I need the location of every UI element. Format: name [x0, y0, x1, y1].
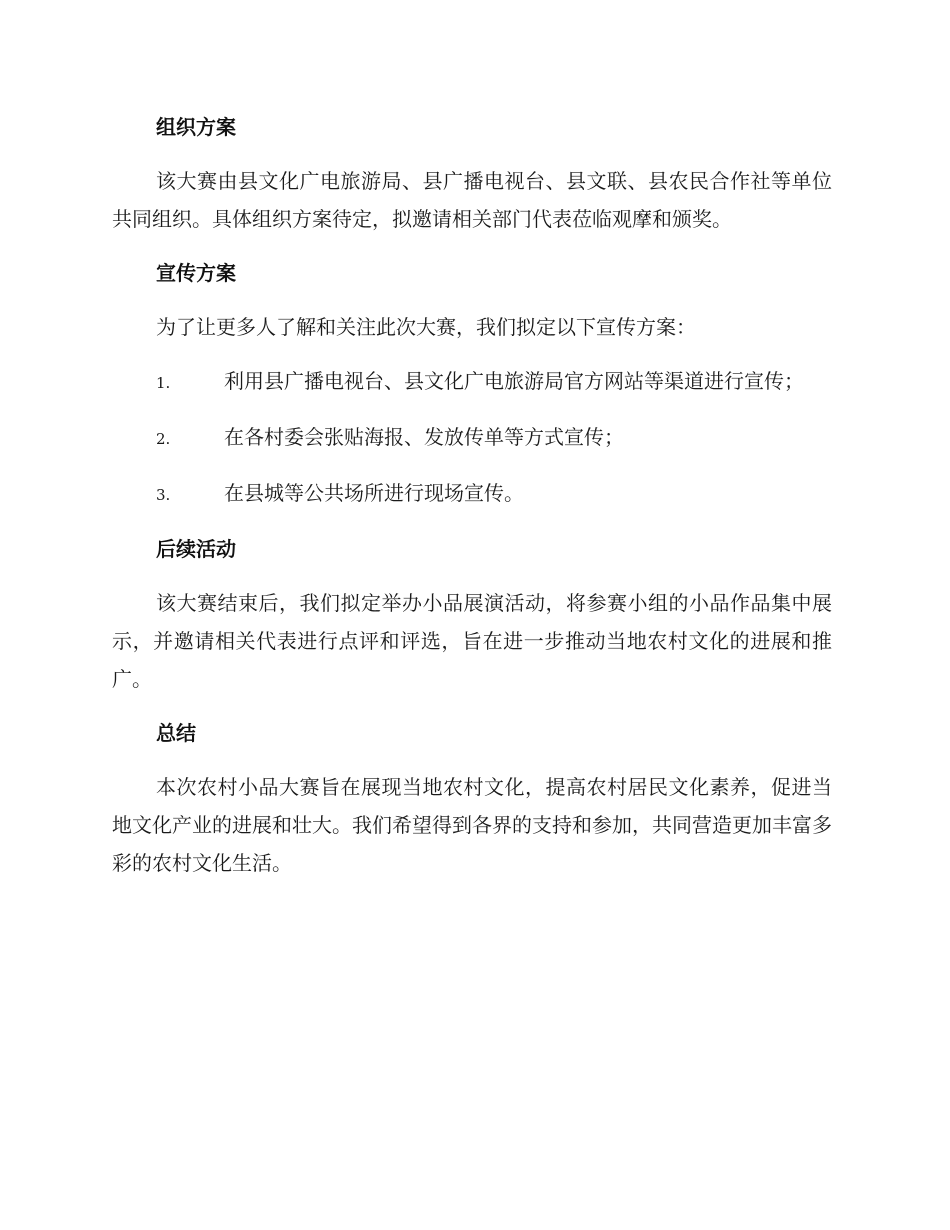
list-text: 在各村委会张贴海报、发放传单等方式宣传；	[224, 425, 624, 449]
paragraph: 为了让更多人了解和关注此次大赛，我们拟定以下宣传方案：	[156, 315, 696, 339]
paragraph: 本次农村小品大赛旨在展现当地农村文化，提高农村居民文化素养，促进当地文化产业的进展和壮大。我们希望得到各界的支持和参加，共同营造更加丰富多彩的农村文化生活。	[112, 775, 832, 875]
paragraph: 该大赛由县文化广电旅游局、县广播电视台、县文联、县农民合作社等单位共同组织。具体组织方案待定，拟邀请相关部门代表莅临观摩和颁奖。	[112, 169, 832, 231]
list-number: 2.	[156, 430, 171, 448]
list-text: 利用县广播电视台、县文化广电旅游局官方网站等渠道进行宣传；	[224, 369, 804, 393]
list-item	[112, 418, 832, 458]
list-item	[112, 362, 832, 402]
list-number: 1.	[156, 374, 171, 392]
section-heading-followup: 后续活动	[156, 537, 236, 561]
list-text: 在县城等公共场所进行现场宣传。	[224, 481, 524, 505]
section-heading-summary: 总结	[156, 721, 196, 745]
section-heading-organization: 组织方案	[156, 115, 236, 139]
document-page	[112, 108, 832, 898]
paragraph: 该大赛结束后，我们拟定举办小品展演活动，将参赛小组的小品作品集中展示，并邀请相关代表进行点评和评选，旨在进一步推动当地农村文化的进展和推广。	[112, 591, 832, 691]
list-number: 3.	[156, 486, 171, 504]
list-item	[112, 474, 832, 514]
section-heading-publicity: 宣传方案	[156, 261, 236, 285]
